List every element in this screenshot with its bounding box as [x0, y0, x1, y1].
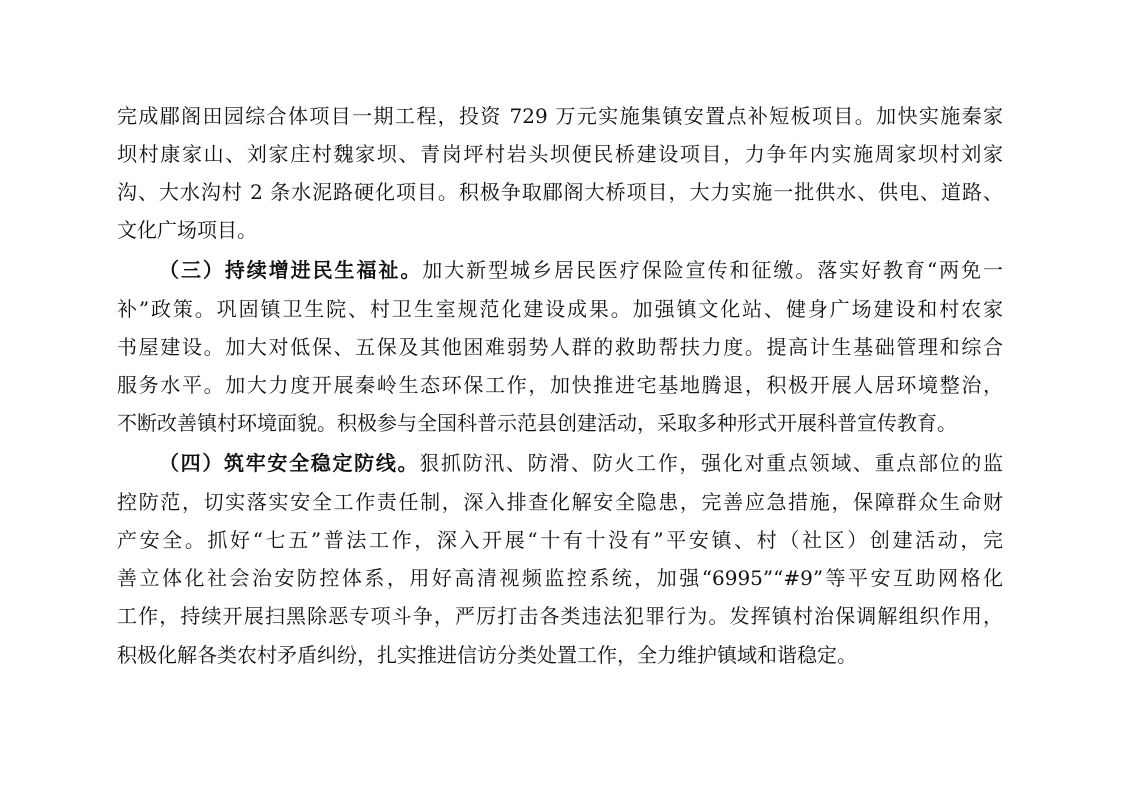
paragraph-2-first-line-text: 加大新型城乡居民医疗保险宣传和征缴。落实好教育“两免一 [422, 258, 1003, 282]
paragraph-3-first-line-text: 狠抓防汛、防滑、防火工作，强化对重点领域、重点部位的监 [419, 451, 1004, 475]
paragraph-3-line-2: 控防范，切实落实安全工作责任制，深入排查化解安全隐患，完善应急措施，保障群众生命财 [117, 490, 1003, 514]
paragraph-1-line-1: 完成郿阁田园综合体项目一期工程，投资 729 万元实施集镇安置点补短板项目。加快实施秦家 [117, 104, 1003, 128]
paragraph-3-line-4: 善立体化社会治安防控体系，用好高清视频监控系统，加强“6995”“#9”等平安互助网格化 [117, 566, 1003, 590]
paragraph-2-line-4: 服务水平。加大力度开展秦岭生态环保工作，加快推进宅基地腾退，积极开展人居环境整治， [117, 373, 1003, 397]
paragraph-3-line-1 [117, 447, 1003, 479]
paragraph-1-line-3: 沟、大水沟村 2 条水泥路硬化项目。积极争取郿阁大桥项目，大力实施一批供水、供电、道路、 [117, 180, 1003, 204]
section-heading-4: （四）筑牢安全稳定防线。 [159, 451, 420, 475]
paragraph-2-line-3: 书屋建设。加大对低保、五保及其他困难弱势人群的救助帮扶力度。提高计生基础管理和综合 [117, 335, 1003, 359]
paragraph-1-line-2: 坝村康家山、刘家庄村魏家坝、青岗坪村岩头坝便民桥建设项目，力争年内实施周家坝村刘家 [117, 142, 1003, 166]
paragraph-3-line-6: 积极化解各类农村矛盾纠纷，扎实推进信访分类处置工作，全力维护镇域和谐稳定。 [117, 643, 857, 667]
paragraph-3-line-3: 产安全。抓好“七五”普法工作，深入开展“十有十没有”平安镇、村（社区）创建活动，完 [117, 528, 1003, 552]
paragraph-2-line-1 [117, 254, 1003, 286]
section-heading-3: （三）持续增进民生福祉。 [159, 258, 423, 282]
paragraph-2-line-5: 不断改善镇村环境面貌。积极参与全国科普示范县创建活动，采取多种形式开展科普宣传教育。 [117, 411, 957, 435]
paragraph-1-line-4: 文化广场项目。 [117, 218, 257, 242]
paragraph-2-line-2: 补”政策。巩固镇卫生院、村卫生室规范化建设成果。加强镇文化站、健身广场建设和村农家 [117, 297, 1003, 321]
paragraph-3-line-5: 工作，持续开展扫黑除恶专项斗争，严厉打击各类违法犯罪行为。发挥镇村治保调解组织作用， [117, 604, 1003, 628]
